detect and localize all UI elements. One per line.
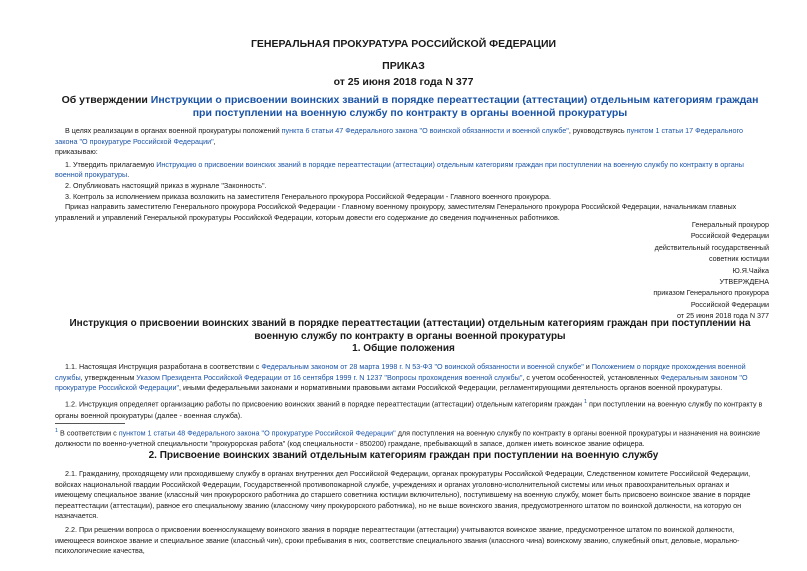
link-federal-law-53[interactable]: Федеральным законом от 28 марта 1998 г. N 53-ФЗ "О воинской обязанности и военной службе": [261, 362, 584, 371]
signature-line-1: Генеральный прокурор: [691, 220, 769, 229]
item-1: [55, 160, 765, 181]
doc-date-number: от 25 июня 2018 года N 377: [333, 76, 474, 88]
item-2: 2. Опубликовать настоящий приказ в журнале "Законность".: [65, 180, 267, 190]
link-art48-prosecution-law[interactable]: пунктом 1 статьи 48 Федерального закона "О прокуратуре Российской Федерации": [118, 428, 396, 438]
paragraph-1-1: [55, 362, 765, 394]
footnote-block: [55, 423, 765, 449]
link-art17-prosecution-law[interactable]: пунктом 1 статьи 17 Федерального закона "О прокуратуре Российской Федерации": [55, 126, 743, 146]
p11-text-3: , утвержденным: [80, 372, 137, 382]
footnote-divider: [55, 423, 125, 424]
item-1-end: .: [127, 170, 130, 180]
approved-line-4: от 25 июня 2018 года N 377: [676, 311, 769, 321]
item-1-text: 1. Утвердить прилагаемую: [65, 159, 157, 169]
link-prosecution-law[interactable]: Федеральным законом "О прокуратуре Российской Федерации": [55, 372, 748, 393]
paragraph-2-2: 2.2. При решении вопроса о присвоении военнослужащему воинского звания в порядке переаттестации (аттестации) учитываются воинское звание, предусмотренное штатом по воинской должности, имеющееся воинское звание и специальное звание (классный чин), сроки пребывания в них, соответствие специального звания (классного чина) воинскому званию, служебный опыт, деловые, морально-психологические качества,: [55, 524, 740, 556]
p12-text-1: 1.2. Инструкция определяет организацию работы по присвоению воинских званий в порядке переаттестации (аттестации) отдельным категориям граждан: [65, 399, 584, 409]
approved-line-3: Российской Федерации: [690, 299, 769, 309]
send-paragraph: Приказ направить заместителю Генерального прокурора Российской Федерации - Главному военному прокурору, заместителям Генерального прокурора Российской Федерации, начальникам главных управлений и управлений Генеральной прокуратуры Российской Федерации, которым довести его содержание до сведения подчиненных работников.: [55, 202, 737, 222]
orders-word: приказываю:: [55, 147, 98, 157]
section-1-title: 1. Общие положения: [352, 343, 455, 354]
signature-line-4: советник юстиции: [708, 254, 769, 264]
link-art47-law[interactable]: пункта 6 статьи 47 Федерального закона "О воинской обязанности и военной службе": [281, 126, 569, 135]
preamble: [55, 126, 765, 223]
footnote-ref-1[interactable]: 1: [584, 398, 588, 405]
paragraph-1-2: [55, 397, 765, 421]
section-2-body: [55, 469, 765, 557]
section-2-title: 2. Присвоение воинских званий отдельным категориям граждан при поступлении на военную службу: [148, 450, 659, 461]
p12-text-2: при поступлении на военную службу по контракту в органы военной прокуратуры (далее - военная служба).: [55, 399, 763, 420]
footnote-text-1: В соответствии с: [58, 428, 119, 438]
preamble-text-3: ,: [213, 136, 216, 146]
preamble-text-1: В целях реализации в органах военной прокуратуры положений: [65, 126, 282, 135]
footnote-text-2: для поступления на военную службу по контракту в органы военной прокуратуры и назначения на воинские должности по военно-учетной специальности "прокурорская работа" (код специальности - 850200) граждане, пребывающий в запасе, должен иметь воинское звание офицера.: [55, 428, 761, 449]
doc-title-link[interactable]: Инструкции о присвоении воинских званий в порядке переаттестации (аттестации) отдельным категориям граждан при поступлении на военную службу по контракту в органы военной прокуратуры: [150, 94, 759, 119]
signature-line-3: действительный государственный: [654, 242, 769, 252]
p11-text-1: 1.1. Настоящая Инструкция разработана в соответствии с: [65, 362, 262, 371]
doc-type-heading: ПРИКАЗ: [382, 60, 425, 72]
doc-title: [55, 94, 765, 120]
signature-line-2: Российской Федерации: [690, 231, 769, 241]
preamble-text: [55, 126, 765, 147]
instruction-title: Инструкция о присвоении воинских званий в порядке переаттестации (аттестации) отдельным категориям граждан при поступлении на военную службу по контракту в органы военной прокуратуры: [69, 318, 751, 342]
section-1-body: [55, 362, 765, 421]
org-heading: ГЕНЕРАЛЬНАЯ ПРОКУРАТУРА РОССИЙСКОЙ ФЕДЕРАЦИИ: [250, 38, 557, 50]
signature-block: [569, 219, 769, 322]
doc-title-prefix: Об утверждении: [61, 94, 151, 106]
approved-line-2: приказом Генерального прокурора: [653, 288, 769, 298]
preamble-text-2: , руководствуясь: [568, 126, 627, 135]
link-instruction[interactable]: Инструкцию о присвоении воинских званий в порядке переаттестации (аттестации) отдельным категориям граждан при поступлении на военную службу по контракту в органы военной прокуратуры: [55, 159, 744, 180]
link-service-regulation[interactable]: Положением о порядке прохождения военной службы: [55, 362, 746, 382]
p11-text-5: , иными федеральными законами и нормативными правовыми актами Российской Федерации, регламентирующими деятельность органов военной прокуратуры.: [179, 383, 723, 393]
p11-text-4: , с учетом особенностей, установленных: [522, 372, 661, 382]
item-3: 3. Контроль за исполнением приказа возложить на заместителя Генерального прокурора Российской Федерации - Главного военного прокурора.: [65, 191, 551, 201]
signature-line-5: Ю.Я.Чайка: [732, 265, 769, 275]
paragraph-2-1: 2.1. Гражданину, проходящему или проходившему службу в органах внутренних дел Российской Федерации, органах прокуратуры Российской Федерации, Следственном комитете Российской Федерации, войсках национальной гвардии Российской Федерации, Государственной противопожарной службе, учреждениях и органах уголовно-исполнительной системы или иных правоохранительных органах и имеющему специальное звание (классный чин прокурорского работника до старшего советника юстиции включительно), поступившему на военную службу, может быть присвоено воинское звание в порядке переаттестации (аттестации), равное его специальному званию (классному чину прокурорского работника), но не выше воинского звания, предусмотренного штатом по воинской должности, на которую он назначается.: [55, 469, 751, 521]
link-presidential-decree[interactable]: Указом Президента Российской Федерации от 16 сентября 1999 г. N 1237 "Вопросы прохождения военной службы": [136, 372, 523, 382]
p11-text-2: и: [583, 362, 592, 371]
approved-line-1: УТВЕРЖДЕНА: [719, 277, 769, 287]
footnote-marker[interactable]: 1: [55, 428, 59, 434]
footnote-1: [55, 426, 765, 449]
